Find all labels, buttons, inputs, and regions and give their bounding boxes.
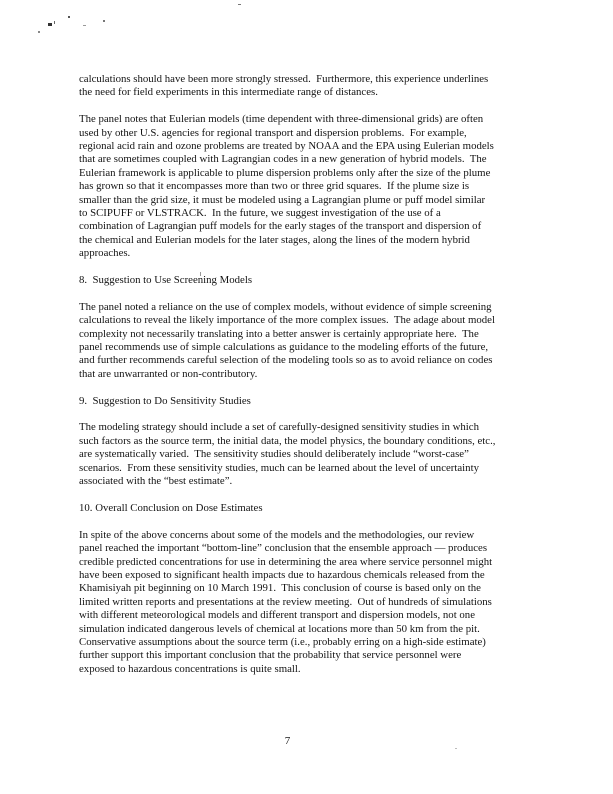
scan-speck	[48, 23, 52, 26]
scan-speck	[83, 25, 86, 26]
scan-speck	[238, 4, 241, 5]
section-heading-8-screening-models: 8. Suggestion to Use Screening Models	[79, 274, 253, 287]
page-number: 7	[284, 735, 291, 747]
paragraph-eulerian-models: The panel notes that Eulerian models (time dependent with three-dimensional grids) are often used by other U.S. agencies for regional transport and dispersion problems. For example, regional acid rain and ozone problems are treated by NOAA and the EPA using Eulerian models that are sometimes coupled with Lagrangian codes in a new generation of hybrid models. The Eulerian framework is applicable to plume dispersion problems only after the size of the plume has grown so that it encompasses more than two or three grid squares. If the plume size is smaller than the grid size, it must be modeled using a Lagrangian plume or puff model similar to SCIPUFF or VLSTRACK. In the future, we suggest investigation of the use of a combination of Lagrangian puff models for the early stages of the transport and dispersion of the chemical and Eulerian models for the later stages, along the lines of the modern hybrid approaches.	[79, 113, 497, 260]
scan-speck	[103, 20, 105, 22]
document-body	[79, 73, 499, 690]
scan-speck	[54, 21, 55, 24]
paragraph-overall-conclusion: In spite of the above concerns about some of the models and the methodologies, our review panel reached the important “bottom-line” conclusion that the ensemble approach — produces credible predicted concentrations for use in determining the area where service personnel might have been exposed to significant health impacts due to hazardous chemicals released from the Khamisiyah pit beginning on 10 March 1991. This conclusion of course is based only on the limited written reports and presentations at the review meeting. Out of hundreds of simulations with different meteorological models and different transport and dispersion models, not one simulation indicated dangerous levels of chemical at locations more than 50 km from the pit. Conservative assumptions about the source term (i.e., probably erring on a high-side estimate) further support this important conclusion that the probability that service personnel were exposed to hazardous concentrations is quite small.	[79, 528, 495, 675]
paragraph-intro-continued: calculations should have been more strongly stressed. Furthermore, this experience underlines the need for field experiments in this intermediate range of distances.	[79, 73, 491, 99]
paragraph-screening-models: The panel noted a reliance on the use of complex models, without evidence of simple screening calculations to reveal the likely importance of the more complex issues. The adage about model complexity not necessarily translating into a better answer is certainly appropriate here. The panel recommends use of simple calculations as guidance to the modeling efforts of the future, and further recommends careful selection of the modeling tools so as to avoid reliance on codes that are unwarranted or non-contributory.	[79, 300, 498, 380]
section-heading-9-sensitivity-studies: 9. Suggestion to Do Sensitivity Studies	[79, 394, 251, 407]
paragraph-sensitivity-studies: The modeling strategy should include a set of carefully-designed sensitivity studies in which such factors as the source term, the initial data, the model physics, the boundary conditions, etc., are systematically varied. The sensitivity studies should deliberately include “worst-case” scenarios. From these sensitivity studies, much can be learned about the level of uncertainty associated with the “best estimate”.	[79, 421, 499, 488]
scan-speck	[38, 31, 40, 33]
section-heading-10-overall-conclusion: 10. Overall Conclusion on Dose Estimates	[79, 501, 263, 514]
scan-speck	[68, 16, 70, 18]
